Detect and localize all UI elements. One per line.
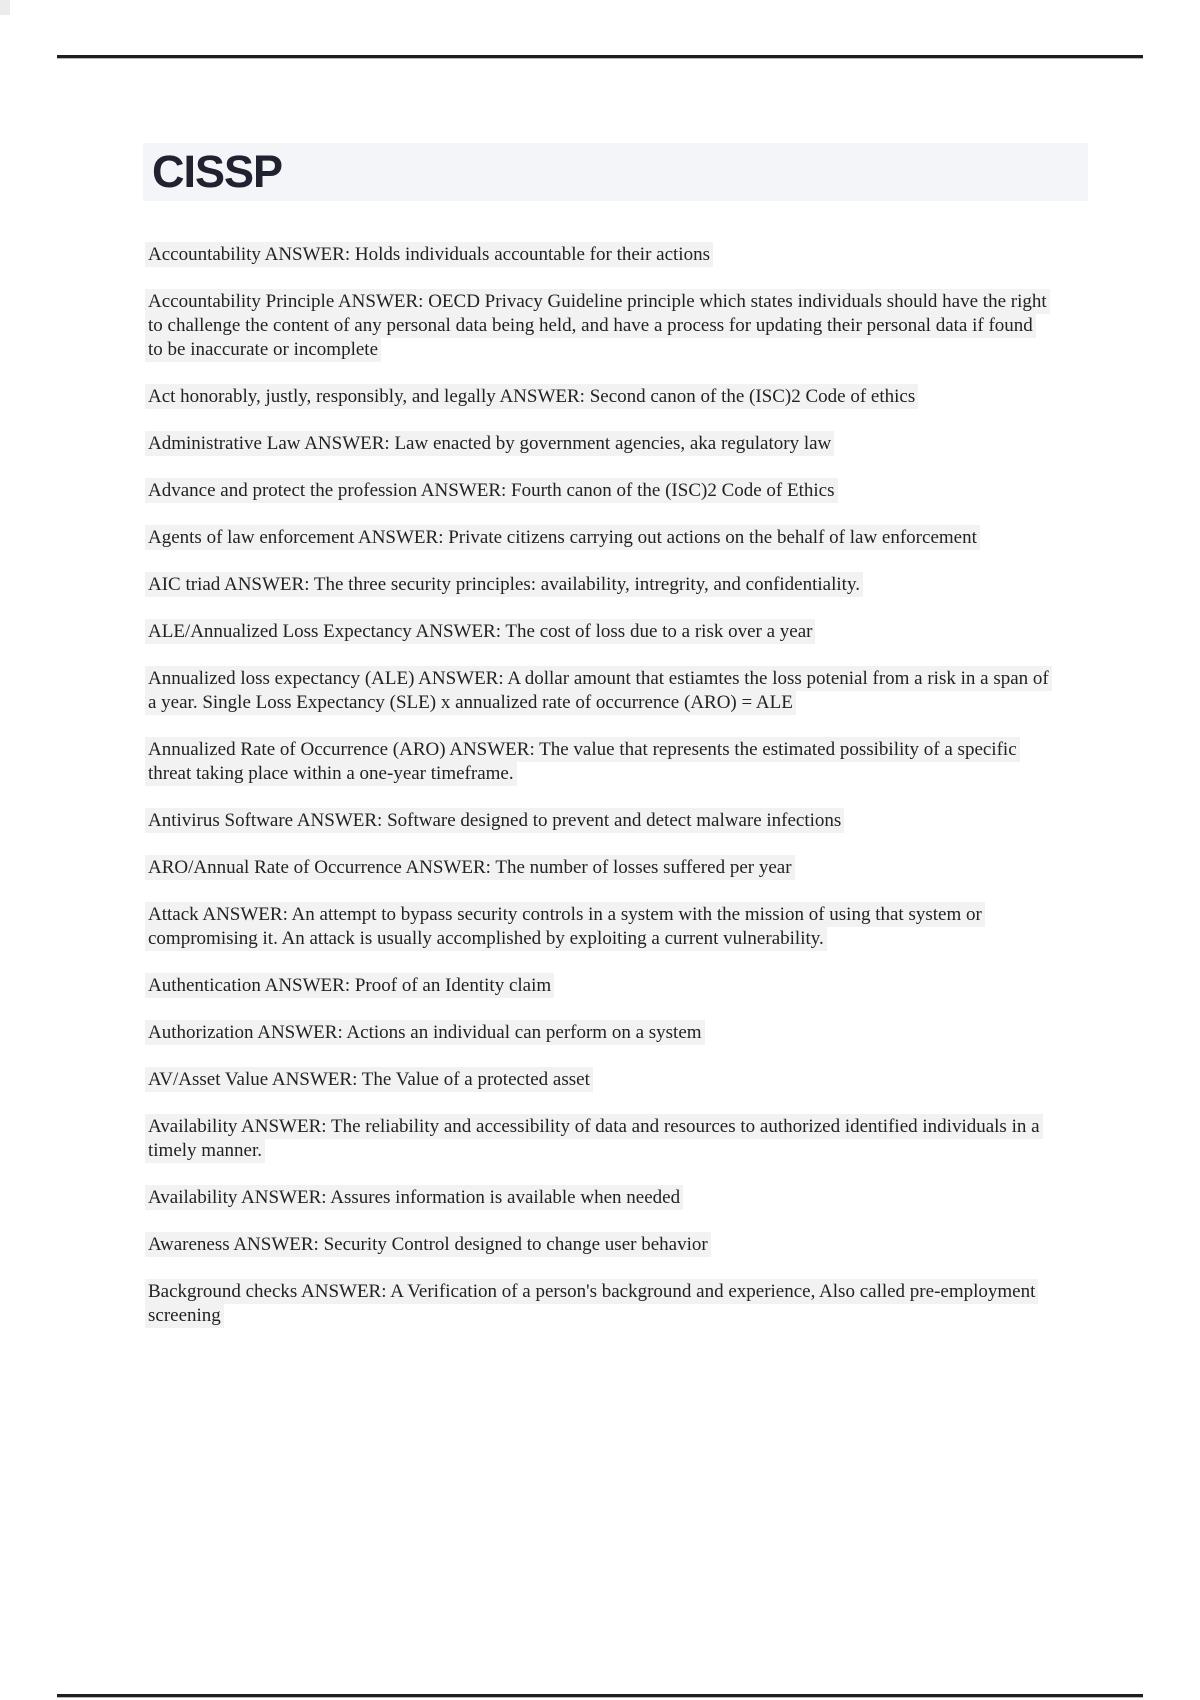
flashcard-entry [145,432,1050,456]
entry-text: ARO/Annual Rate of Occurrence ANSWER: The number of losses suffered per year [145,855,795,880]
entry-text: Background checks ANSWER: A Verification of a person's background and experience, Also called pre-employment screening [145,1279,1038,1328]
flashcard-entry [145,809,1050,833]
entry-text: Annualized loss expectancy (ALE) ANSWER: A dollar amount that estiamtes the loss potenial from a risk in a span of a year. Single Loss Expectancy (SLE) x annualized rate of occurrence (ARO) = ALE [145,666,1052,715]
page-corner-mark [0,0,10,15]
flashcard-entry [145,1280,1050,1328]
flashcard-entry [145,243,1050,267]
flashcard-entry [145,385,1050,409]
entry-text: Availability ANSWER: Assures information is available when needed [145,1185,683,1210]
entry-text: Awareness ANSWER: Security Control designed to change user behavior [145,1232,711,1257]
entry-text: Antivirus Software ANSWER: Software designed to prevent and detect malware infections [145,808,844,833]
flashcard-entry [145,1021,1050,1045]
flashcard-entry [145,526,1050,550]
flashcard-list [145,243,1050,1351]
flashcard-entry [145,573,1050,597]
entry-text: Accountability ANSWER: Holds individuals accountable for their actions [145,242,713,267]
entry-text: Availability ANSWER: The reliability and accessibility of data and resources to authorized identified individuals in a timely manner. [145,1114,1043,1163]
entry-text: Administrative Law ANSWER: Law enacted by government agencies, aka regulatory law [145,431,834,456]
entry-text: Act honorably, justly, responsibly, and legally ANSWER: Second canon of the (ISC)2 Code of ethics [145,384,918,409]
entry-text: Attack ANSWER: An attempt to bypass security controls in a system with the mission of using that system or compromising it. An attack is usually accomplished by exploiting a current vulnerability. [145,902,985,951]
flashcard-entry [145,290,1050,362]
entry-text: AV/Asset Value ANSWER: The Value of a protected asset [145,1067,593,1092]
flashcard-entry [145,738,1050,786]
entry-text: Authentication ANSWER: Proof of an Identity claim [145,973,554,998]
entry-text: Advance and protect the profession ANSWER: Fourth canon of the (ISC)2 Code of Ethics [145,478,838,503]
flashcard-entry [145,620,1050,644]
flashcard-entry [145,903,1050,951]
entry-text: ALE/Annualized Loss Expectancy ANSWER: The cost of loss due to a risk over a year [145,619,815,644]
flashcard-entry [145,1068,1050,1092]
title-bar [143,143,1088,201]
bottom-rule [57,1694,1143,1697]
flashcard-entry [145,479,1050,503]
flashcard-entry [145,1115,1050,1163]
flashcard-entry [145,974,1050,998]
entry-text: Authorization ANSWER: Actions an individual can perform on a system [145,1020,705,1045]
entry-text: Accountability Principle ANSWER: OECD Privacy Guideline principle which states individuals should have the right to challenge the content of any personal data being held, and have a process for updating their personal data if found to be inaccurate or incomplete [145,289,1050,362]
entry-text: Agents of law enforcement ANSWER: Private citizens carrying out actions on the behalf of law enforcement [145,525,980,550]
entry-text: AIC triad ANSWER: The three security principles: availability, intregrity, and confidentiality. [145,572,863,597]
flashcard-entry [145,1186,1050,1210]
flashcard-entry [145,1233,1050,1257]
entry-text: Annualized Rate of Occurrence (ARO) ANSWER: The value that represents the estimated possibility of a specific threat taking place within a one-year timeframe. [145,737,1020,786]
flashcard-entry [145,856,1050,880]
page-title: CISSP [152,146,283,197]
flashcard-entry [145,667,1050,715]
top-rule [57,55,1143,58]
